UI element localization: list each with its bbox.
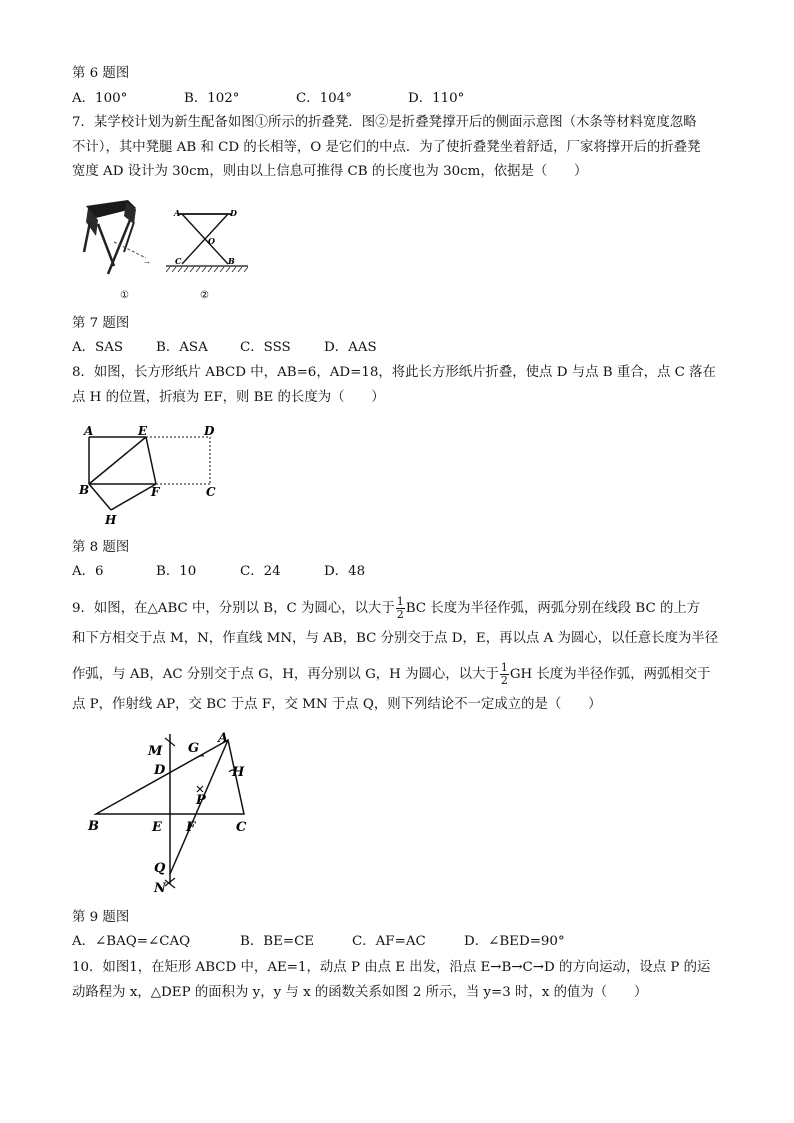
q10-stem-line-2: 动路程为 x，△DEP 的面积为 y，y 与 x 的函数关系如图 2 所示，当 y=3 时，x 的值为（ ） (72, 985, 648, 1000)
stool-photo (84, 200, 150, 274)
q8-label-c: C (206, 485, 216, 499)
q8-option-d: D．48 (324, 564, 366, 579)
q7-option-c: C．SSS (240, 340, 291, 355)
q8-label-d: D (204, 424, 215, 438)
q9-line1-part-b: BC 长度为半径作弧，两弧分别在线段 BC 的上方 (405, 601, 701, 616)
q9-fraction-half-2: $\frac{1}{2}$ (500, 661, 508, 687)
q9-label-p: P (196, 793, 206, 808)
q8-label-h: H (105, 513, 117, 527)
q9-label-m: M (148, 744, 163, 759)
q9-caption: 第 9 题图 (72, 910, 130, 925)
q7-label-c: C (175, 256, 182, 266)
q8-option-a: A．6 (72, 564, 104, 579)
q7-fig1-label: ① (120, 290, 129, 301)
q9-option-b: B．BE=CE (240, 934, 315, 949)
q9-label-f: F (186, 820, 196, 835)
q9-label-n: N (154, 881, 166, 896)
q9-line3-part-b: GH 长度为半径作弧，两弧相交于 (509, 667, 711, 682)
q9-label-h: H (232, 765, 245, 780)
q9-label-d: D (154, 763, 166, 778)
q8-caption: 第 8 题图 (72, 540, 130, 555)
q9-line1-part-a: 9．如图，在△ABC 中，分别以 B，C 为圆心，以大于 (72, 601, 395, 616)
q8-option-b: B．10 (156, 564, 197, 579)
q9-figure (84, 724, 260, 900)
q8-stem-line-1: 8．如图，长方形纸片 ABCD 中，AB=6，AD=18，将此长方形纸片折叠，使点 D 与点 B 重合，点 C 落在 (72, 365, 716, 380)
q7-label-d: D (230, 208, 237, 218)
q9-label-c: C (236, 820, 247, 835)
q9-stem-line-3 (72, 662, 711, 687)
q6-option-b: B．102° (184, 91, 240, 106)
q8-label-e: E (138, 424, 148, 438)
q9-label-e: E (152, 820, 162, 835)
q6-option-d: D．110° (408, 91, 465, 106)
q8-label-b: B (79, 483, 90, 497)
q9-label-q: Q (154, 861, 166, 876)
q9-label-b: B (88, 819, 99, 834)
q9-option-c: C．AF=AC (352, 934, 426, 949)
q6-option-c: C．104° (296, 91, 352, 106)
q8-figure (76, 424, 228, 530)
q9-stem-line-1 (72, 596, 700, 621)
q10-stem-line-1: 10．如图1，在矩形 ABCD 中，AE=1，动点 P 由点 E 出发，沿点 E→B→C→D 的方向运动，设点 P 的运 (72, 960, 711, 975)
triangle-construction-diagram (96, 734, 244, 888)
q7-stem-line-3: 宽度 AD 设计为 30cm，则由以上信息可推得 CB 的长度也为 30cm，依据是（ ） (72, 164, 588, 179)
svg-text:→: → (144, 259, 150, 267)
q8-label-a: A (84, 424, 94, 438)
q7-stem-line-2: 不计），其中凳腿 AB 和 CD 的长相等，O 是它们的中点．为了使折叠凳坐着舒适，厂家将撑开后的折叠凳 (72, 140, 701, 155)
q7-caption: 第 7 题图 (72, 316, 130, 331)
q9-fraction-half-1: $\frac{1}{2}$ (396, 595, 404, 621)
q9-label-g: G (188, 741, 200, 756)
rectangle-fold-diagram (89, 437, 210, 510)
q9-line3-part-a: 作弧，与 AB，AC 分别交于点 G，H，再分别以 G，H 为圆心，以大于 (72, 667, 499, 682)
q7-label-b: B (228, 256, 235, 266)
q7-fig2-label: ② (200, 290, 209, 301)
q7-stem-line-1: 7．某学校计划为新生配备如图①所示的折叠凳．图②是折叠凳撑开后的侧面示意图（木条等材料宽度忽略 (72, 115, 697, 130)
q9-option-d: D．∠BED=90° (464, 934, 565, 949)
q7-option-a: A．SAS (72, 340, 124, 355)
q9-option-a: A．∠BAQ=∠CAQ (72, 934, 191, 949)
q8-option-c: C．24 (240, 564, 281, 579)
q7-figure (74, 192, 264, 304)
q8-label-f: F (151, 485, 160, 499)
q9-stem-line-4: 点 P，作射线 AP，交 BC 于点 F，交 MN 于点 Q，则下列结论不一定成立的是（ ） (72, 697, 602, 712)
q9-stem-line-2: 和下方相交于点 M，N，作直线 MN，与 AB，BC 分别交于点 D，E，再以点 A 为圆心，以任意长度为半径 (72, 631, 719, 646)
q9-label-a: A (218, 731, 229, 746)
q8-stem-line-2: 点 H 的位置，折痕为 EF，则 BE 的长度为（ ） (72, 390, 385, 405)
q7-option-d: D．AAS (324, 340, 377, 355)
q6-caption: 第 6 题图 (72, 66, 130, 81)
q7-label-a: A (174, 208, 181, 218)
q6-option-a: A．100° (72, 91, 128, 106)
q7-option-b: B．ASA (156, 340, 208, 355)
q7-label-o: O (208, 236, 215, 246)
